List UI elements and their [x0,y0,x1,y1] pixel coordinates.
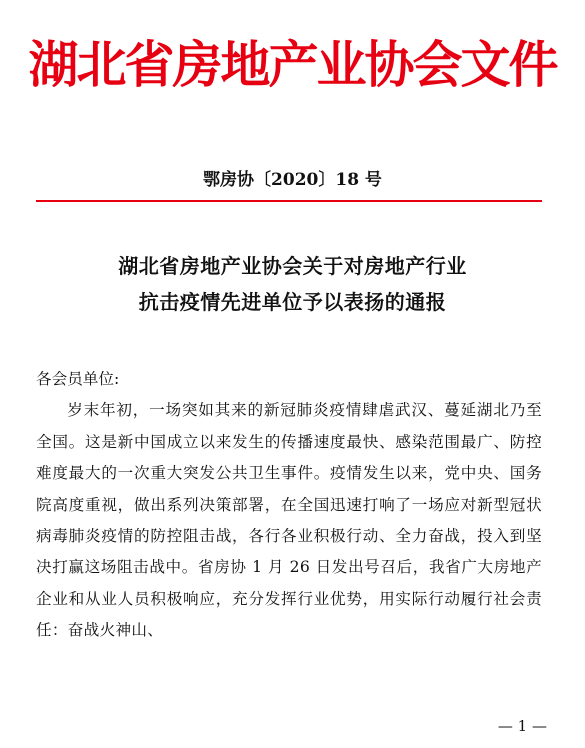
notice-title-line-1: 湖北省房地产业协会关于对房地产行业 [118,254,467,278]
body-paragraph: 岁末年初，一场突如其来的新冠肺炎疫情肆虐武汉、蔓延湖北乃至全国。这是新中国成立以来发生的传播速度最快、感染范围最广、防控难度最大的一次重大突发公共卫生事件。疫情发生以来，党中央、国务院高度重视，做出系列决策部署，在全国迅速打响了一场应对新型冠状病毒肺炎疫情的防控阻击战，各行各业积极行动、全力奋战，投入到坚决打赢这场阻击战中。省房协 1 月 26 日发出号召后，我省广大房地产企业和从业人员积极响应，充分发挥行业优势，用实际行动履行社会责任：奋战火神山、 [36,401,542,640]
notice-body [36,364,542,647]
salutation: 各会员单位: [36,370,120,388]
notice-title [0,248,585,320]
red-divider-line [36,200,542,202]
document-header-title: 湖北省房地产业协会文件 [28,35,557,94]
document-number: 鄂房协〔2020〕18 号 [203,170,382,190]
notice-title-line-2: 抗击疫情先进单位予以表扬的通报 [138,290,447,314]
page-number: — 1 — [497,717,547,735]
